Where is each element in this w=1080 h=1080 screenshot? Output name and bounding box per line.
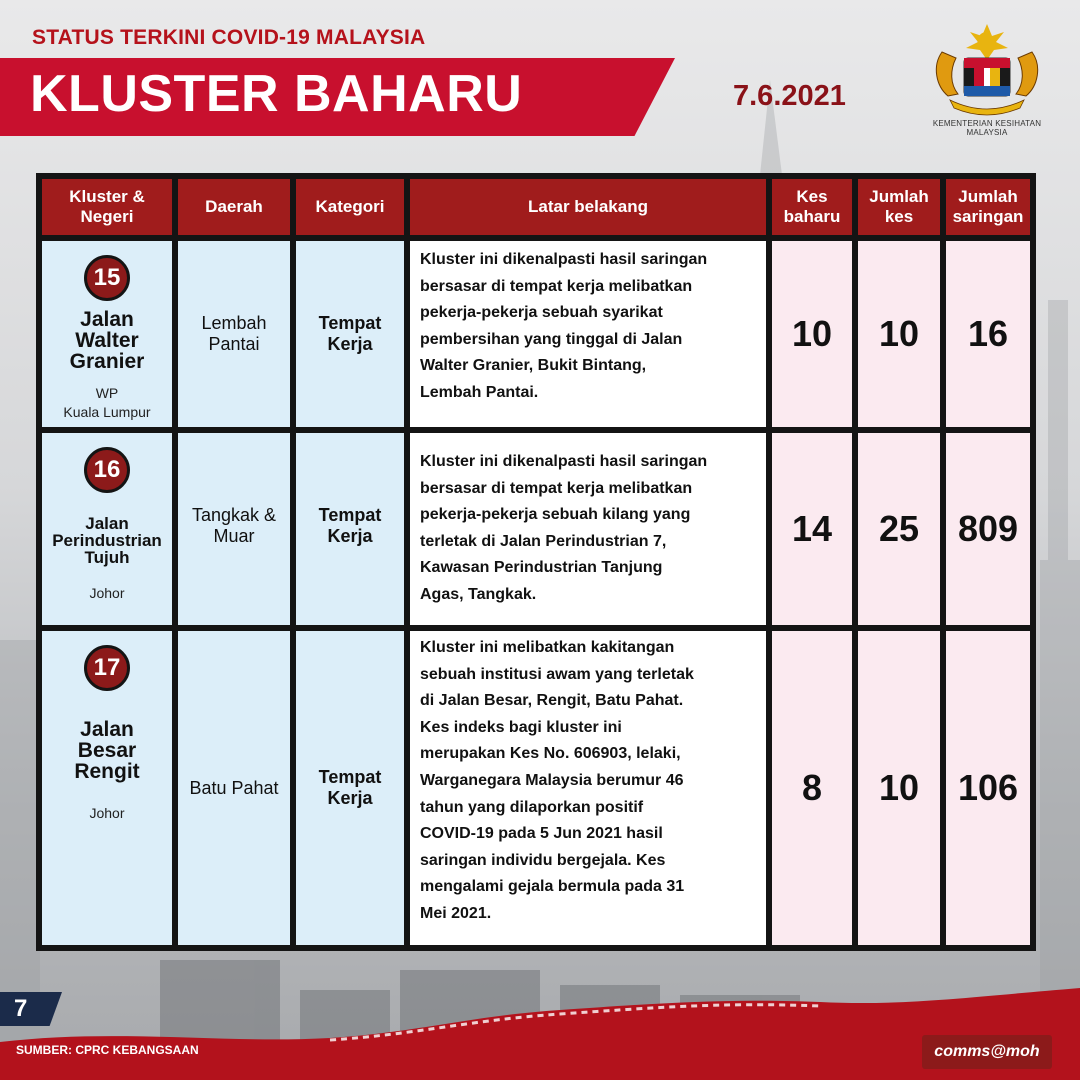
table-row-cluster-15 [42,241,172,427]
ministry-name: KEMENTERIAN KESIHATAN MALAYSIA [932,119,1042,137]
header-jumlah-kes: Jumlah kes [858,179,940,235]
brand-badge: comms@moh [922,1035,1052,1069]
page-title: KLUSTER BAHARU [30,65,523,123]
cell-jumlah-kes: 25 [858,433,940,625]
cell-latar-belakang: Kluster ini dikenalpasti hasil saringan bersasar di tempat kerja melibatkan pekerja-pekerja sebuah syarikat pembersihan yang tinggal di Jalan Walter Granier, Bukit Bintang, Lembah Pantai. [410,241,766,427]
cluster-number-badge: 17 [84,645,130,691]
cell-daerah: Batu Pahat [178,631,290,945]
cell-jumlah-saringan: 106 [946,631,1030,945]
cell-jumlah-kes: 10 [858,631,940,945]
cell-kes-baharu: 8 [772,631,852,945]
cell-kes-baharu: 14 [772,433,852,625]
header-kes-baharu: Kes baharu [772,179,852,235]
header-daerah: Daerah [178,179,290,235]
cluster-state: Johor [89,805,125,821]
page-subtitle: STATUS TERKINI COVID-19 MALAYSIA [32,26,426,49]
cell-kategori: Tempat Kerja [296,433,404,625]
cell-jumlah-saringan: 16 [946,241,1030,427]
header-kluster-negeri: Kluster & Negeri [42,179,172,235]
cluster-number-badge: 15 [84,255,130,301]
cluster-state: Johor [89,585,125,601]
cell-jumlah-saringan: 809 [946,433,1030,625]
cluster-name: Jalan Besar Rengit [74,718,140,783]
cell-latar-belakang: Kluster ini dikenalpasti hasil saringan bersasar di tempat kerja melibatkan pekerja-pekerja sebuah kilang yang terletak di Jalan Perindustrian 7, Kawasan Perindustrian Tanjung Agas, Tangkak. [410,433,766,625]
cell-kategori: Tempat Kerja [296,631,404,945]
cell-kategori: Tempat Kerja [296,241,404,427]
table-row-cluster-17 [42,631,172,945]
source-credit: SUMBER: CPRC KEBANGSAAN [16,1043,199,1057]
cluster-name: Jalan Perindustrian Tujuh [52,514,162,567]
header-latar-belakang: Latar belakang [410,179,766,235]
cell-latar-belakang: Kluster ini melibatkan kakitangan sebuah institusi awam yang terletak di Jalan Besar, Rengit, Batu Pahat. Kes indeks bagi kluster ini merupakan Kes No. 606903, lelaki, Warganegara Malaysia berumur 46 tahun yang dilaporkan positif COVID-19 pada 5 Jun 2021 hasil saringan individu bergejala. Kes mengalami gejala bermula pada 31 Mei 2021. [410,631,766,945]
page-number: 7 [14,995,28,1022]
cell-daerah: Tangkak & Muar [178,433,290,625]
cell-kes-baharu: 10 [772,241,852,427]
report-date: 7.6.2021 [733,80,846,112]
table-row-cluster-16 [42,433,172,625]
cell-daerah: Lembah Pantai [178,241,290,427]
malaysia-coat-of-arms-icon [928,22,1046,118]
red-wave-decoration [0,980,1080,1080]
cell-jumlah-kes: 10 [858,241,940,427]
cluster-state: WP Kuala Lumpur [63,385,151,420]
header-kategori: Kategori [296,179,404,235]
cluster-number-badge: 16 [84,447,130,493]
cluster-name: Jalan Walter Granier [69,308,145,373]
cluster-table [36,173,1036,951]
header-jumlah-saringan: Jumlah saringan [946,179,1030,235]
